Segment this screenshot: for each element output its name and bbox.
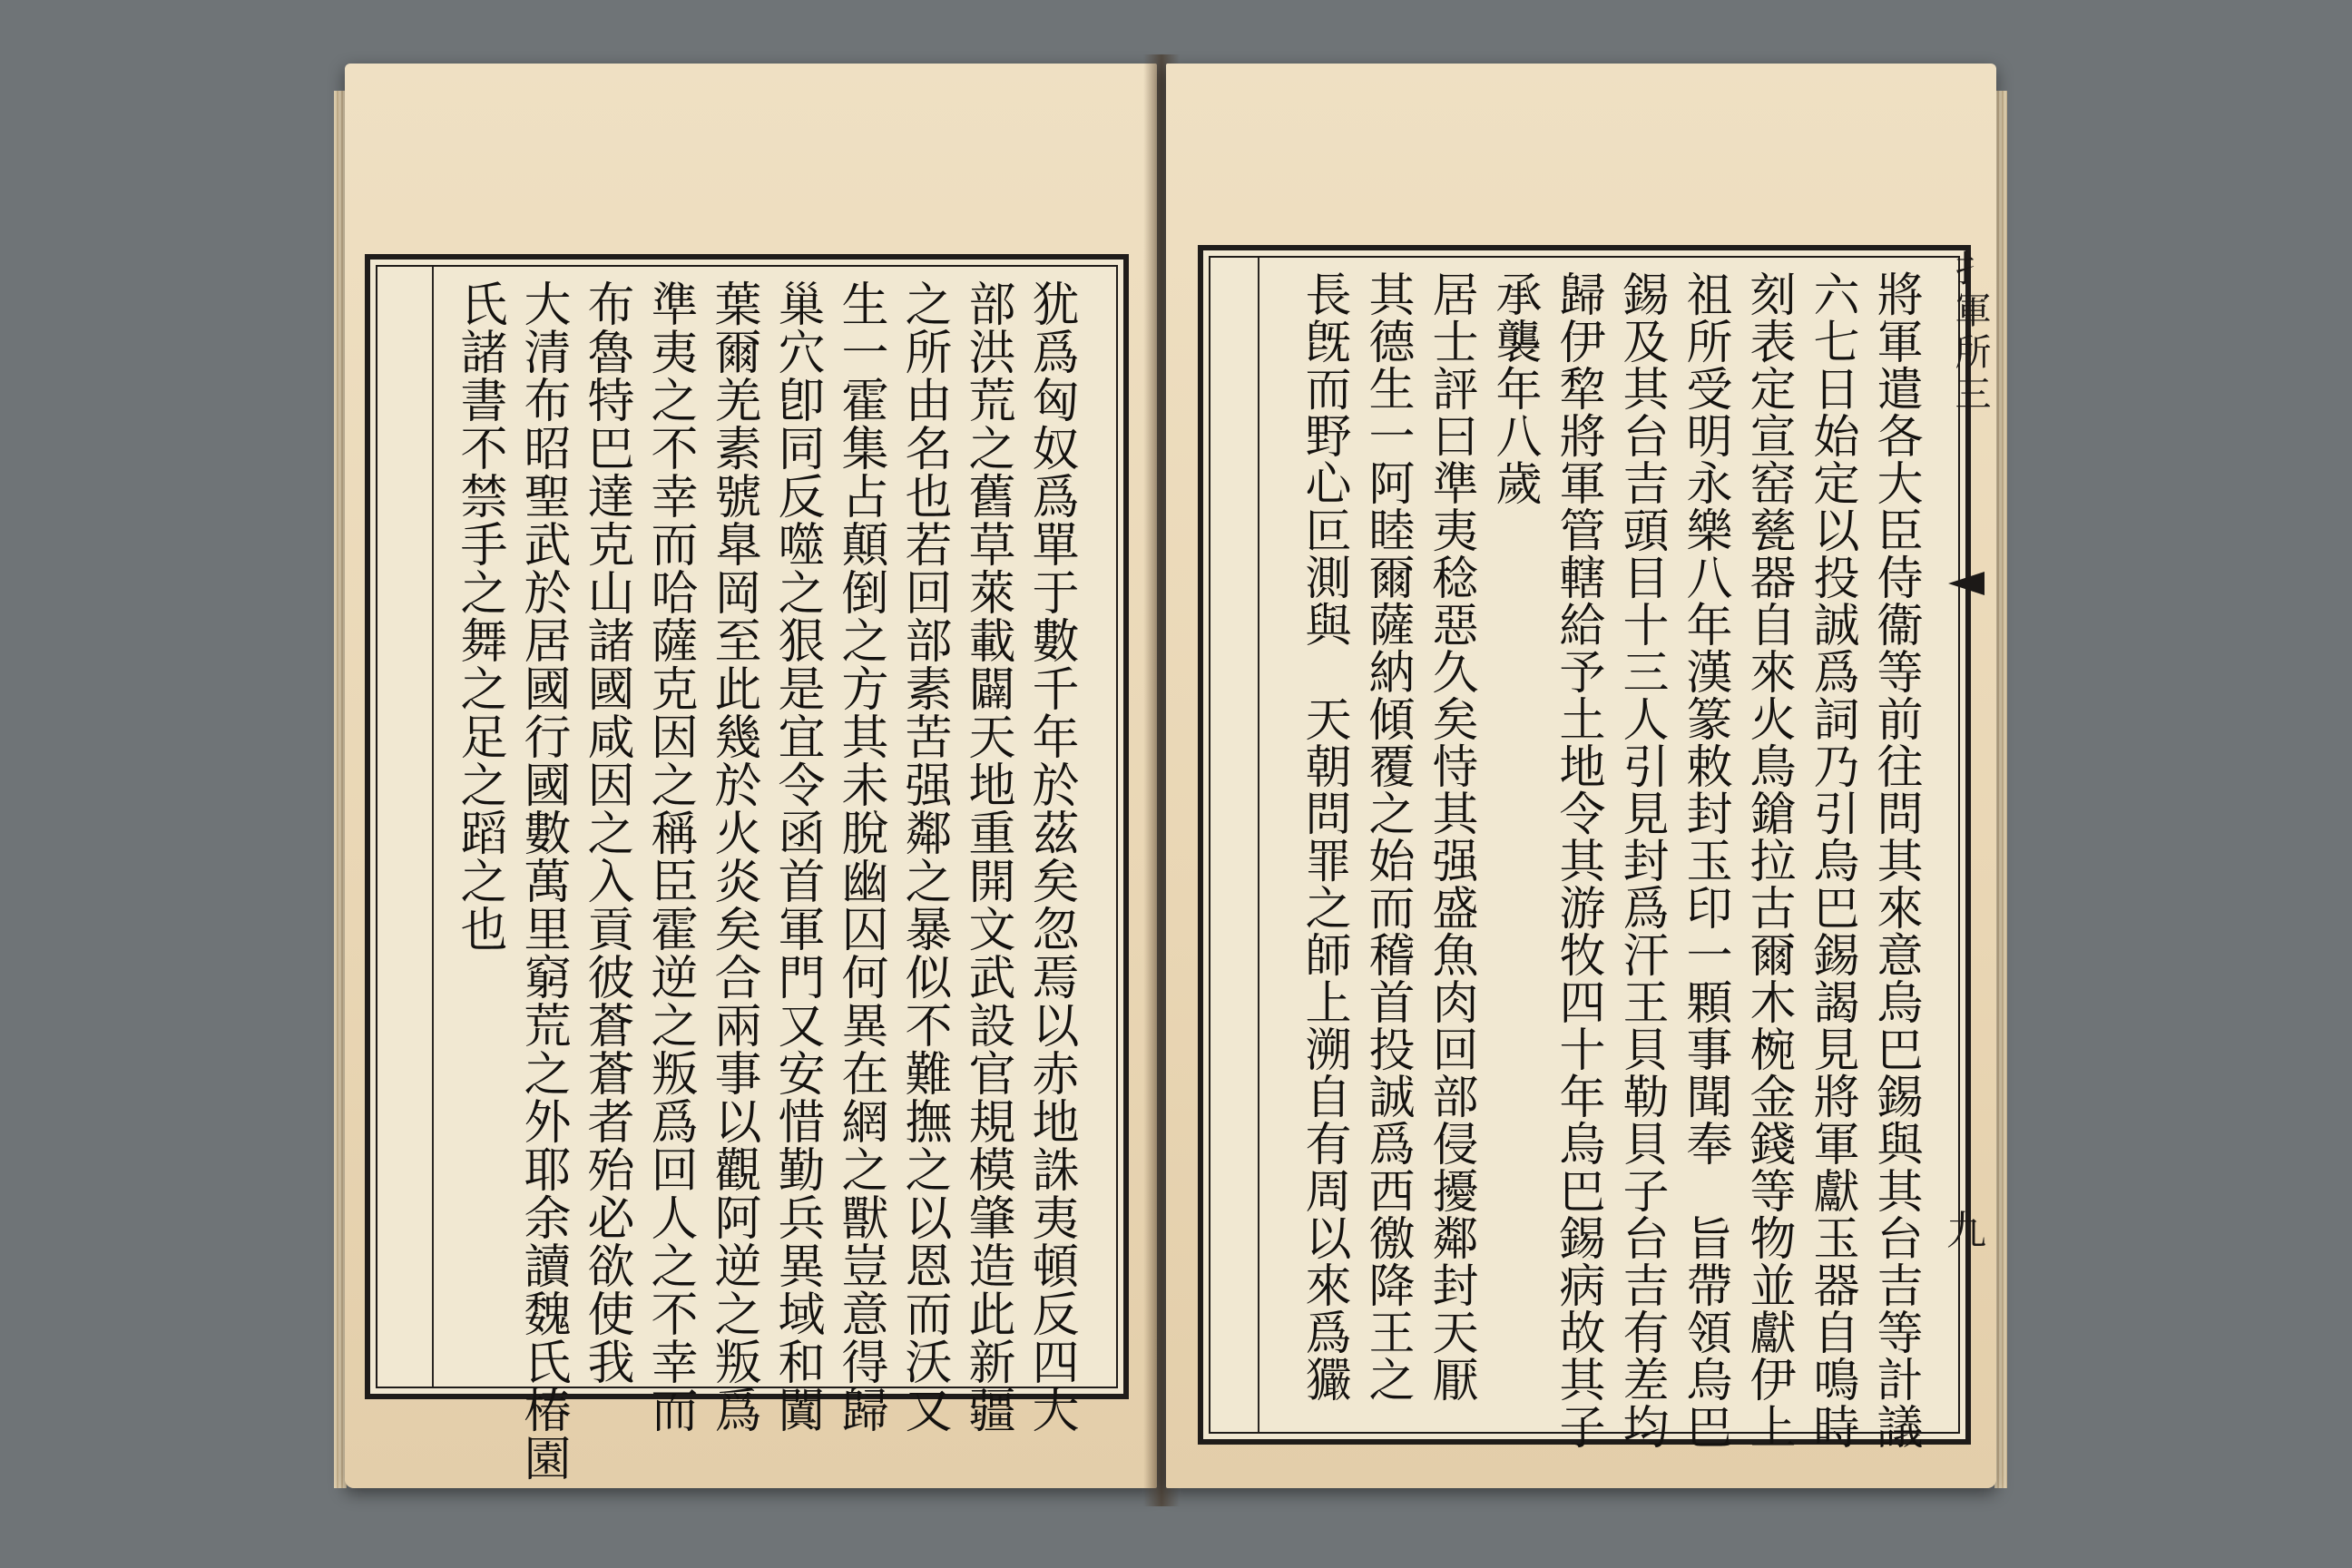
left-column-8: 布魯特巴達克山諸國咸因之入貢彼蒼蒼者殆必欲使我 [579, 279, 633, 1386]
right-column-5: 錫及其台吉頭目十三人引見封爲汗王貝勒貝子台吉有差均 [1614, 270, 1668, 1450]
left-column-5: 巢穴卽同反噬之狠是宜令函首軍門又安惜勤兵異域和闐 [769, 279, 824, 1434]
right-column-3: 刻表定宣窑甆器自來火鳥鎗拉古爾木椀金錢等物並獻伊上 [1741, 270, 1795, 1450]
left-column-2: 部洪荒之舊草萊載闢天地重開文武設官規模肇造此新疆 [960, 279, 1014, 1434]
left-column-4: 生一霍集占顛倒之方其未脫幽囚何異在網之獸豈意得歸 [833, 279, 887, 1434]
right-column-10: 長旣而野心叵測與 天朝問罪之師上溯自有周以來爲玁 [1297, 270, 1350, 1403]
left-column-9: 大清布昭聖武於居國行國數萬里窮荒之外耶余讀魏氏椿園 [515, 279, 570, 1482]
left-column-1: 犹爲匈奴爲單于數千年於茲矣忽焉以赤地誅夷頓反四大 [1024, 279, 1078, 1434]
left-column-3: 之所由名也若回部素苦强鄰之暴似不難撫之以恩而沃又 [897, 279, 951, 1434]
right-column-8: 居士評曰準夷稔惡久矣恃其强盛魚肉回部侵擾鄰封天厭 [1424, 270, 1477, 1403]
right-folio-number: 九 [1946, 1208, 1986, 1254]
left-text-frame [365, 254, 1129, 1482]
page-edge-stack-right [1994, 91, 2007, 1488]
right-column-9: 其德生一阿睦爾薩納傾覆之始而稽首投誠爲西徼降王之 [1360, 270, 1414, 1403]
left-page [345, 64, 1157, 1488]
right-margin-title: 扌軍所三 [1949, 250, 1991, 416]
right-column-4: 祖所受明永樂八年漢篆敕封玉印一顆事聞奉 旨帶領烏巴 [1678, 270, 1731, 1450]
right-column-1: 將軍遣各大臣侍衞等前往問其來意烏巴錫與其台吉等計議 [1868, 270, 1922, 1450]
right-column-2: 六七日始定以投誠爲詞乃引烏巴錫謁見將軍獻玉器自鳴時 [1805, 270, 1858, 1450]
right-page [1166, 64, 1996, 1488]
right-column-6: 歸伊犂將軍管轄給予土地令其游牧四十年烏巴錫病故其子 [1551, 270, 1604, 1450]
right-column-7: 承襲年八歲 [1487, 270, 1541, 506]
left-margin-rule [432, 267, 434, 1387]
right-text-frame [1198, 245, 1971, 1450]
open-book [345, 54, 1996, 1506]
left-column-6: 葉爾羌素號臯岡至此幾於火炎矣合兩事以觀阿逆之叛爲 [706, 279, 760, 1434]
left-column-7: 準夷之不幸而哈薩克因之稱臣霍逆之叛爲回人之不幸而 [642, 279, 697, 1434]
left-column-10: 氏諸書不禁手之舞之足之蹈之也 [452, 279, 506, 953]
right-margin-rule [1258, 258, 1259, 1432]
